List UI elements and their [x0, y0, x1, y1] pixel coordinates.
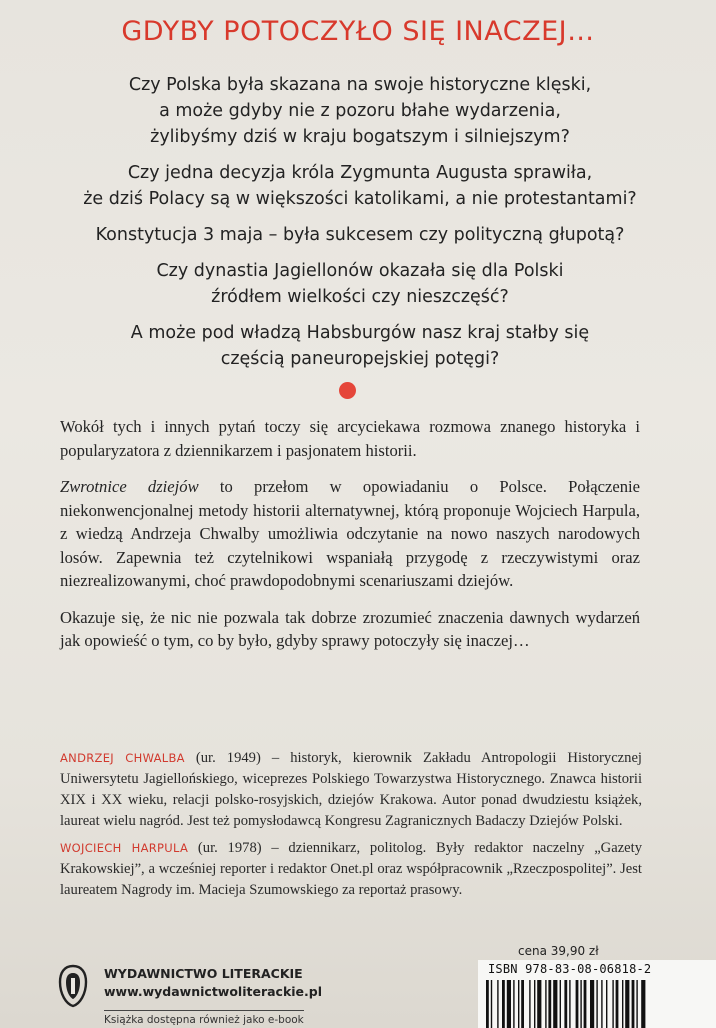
- question-line: Czy Polska była skazana na swoje historyczne klęski,: [128, 75, 592, 95]
- publisher-url: www.wydawnictwoliterackie.pl: [104, 984, 323, 999]
- question-5: [60, 320, 660, 372]
- question-1: [60, 72, 660, 150]
- question-line: Konstytucja 3 maja – była sukcesem czy polityczną głupotą?: [95, 225, 625, 245]
- question-line: źródłem wielkości czy nieszczęść?: [211, 287, 509, 307]
- book-title-italic: Zwrotnice dziejów: [60, 477, 199, 496]
- publisher-name: WYDAWNICTWO LITERACKIE: [104, 966, 303, 981]
- back-cover-title: GDYBY POTOCZYŁO SIĘ INACZEJ…: [121, 16, 595, 47]
- description-text: to przełom w opowiadaniu o Polsce. Połączenie niekonwencjonalnej metody historii alternatywnej, którą proponuje Wojciech Harpula, z wiedzą Andrzeja Chwalby umożliwia odczytanie na nowo naszych narodowych losów. Zapewnia też czytelnikowi wspaniałą przygodę z rzeczywistymi oraz niezrealizowanymi, choć prawdopodobnymi scenariuszami dziejów.: [60, 477, 640, 590]
- question-line: że dziś Polacy są w większości katolikami, a nie protestantami?: [83, 189, 637, 209]
- bio-harpula: [60, 838, 642, 901]
- description-paragraph-3: Okazuje się, że nic nie pozwala tak dobrze zrozumieć znaczenia dawnych wydarzeń jak opowieść o tym, co by było, gdyby sprawy potoczyły się inaczej…: [60, 607, 640, 650]
- question-line: a może gdyby nie z pozoru błahe wydarzenia,: [159, 101, 561, 121]
- publisher-block: [58, 960, 328, 1028]
- question-3: [60, 222, 660, 248]
- question-2: [60, 160, 660, 212]
- red-dot-ornament: [339, 382, 356, 399]
- barcode-area: [478, 960, 716, 1028]
- bio-chwalba: [60, 748, 642, 832]
- description-paragraph-2: [60, 475, 640, 593]
- bio-text: (ur. 1949) – historyk, kierownik Zakładu Antropologii Historycznej Uniwersytetu Jagiellońskiego, wiceprezes Polskiego Towarzystwa Historycznego. Znawca historii XIX i XX wieku, relacji polsko-rosyjskich, dziejów Krakowa. Autor ponad dwudziestu książek, laureat wielu nagród. Jest też pomysłodawcą Kongresu Zagranicznych Badaczy Dziejów Polski.: [60, 750, 642, 829]
- author-bios: [60, 748, 642, 907]
- question-line: Czy dynastia Jagiellonów okazała się dla Polski: [156, 261, 564, 281]
- price-label: cena 39,90 zł: [518, 944, 599, 958]
- question-line: A może pod władzą Habsburgów nasz kraj stałby się: [130, 323, 590, 343]
- publisher-logo-icon: [58, 964, 88, 1008]
- question-line: częścią paneuropejskiej potęgi?: [220, 349, 500, 369]
- barcode-icon: [484, 980, 710, 1028]
- question-line: Czy jedna decyzja króla Zygmunta Augusta sprawiła,: [127, 163, 593, 183]
- question-block: [60, 72, 660, 382]
- question-line: żylibyśmy dziś w kraju bogatszym i silniejszym?: [150, 127, 570, 147]
- bio-text: (ur. 1978) – dziennikarz, politolog. Były redaktor naczelny „Gazety Krakowskiej”, a wcześniej reporter i redaktor Onet.pl oraz współpracownik „Rzeczpospolitej”. Jest laureatem Nagrody im. Macieja Szumowskiego za reportaż prasowy.: [60, 840, 643, 898]
- author-name: ANDRZEJ CHWALBA: [60, 751, 185, 765]
- author-name: WOJCIECH HARPULA: [60, 841, 189, 855]
- description: [60, 415, 640, 666]
- isbn-label: ISBN 978-83-08-06818-2: [488, 962, 652, 976]
- question-4: [60, 258, 660, 310]
- ebook-note: Książka dostępna również jako e-book: [104, 1010, 304, 1026]
- description-paragraph-1: Wokół tych i innych pytań toczy się arcyciekawa rozmowa znanego historyka i popularyzatora z dziennikarzem i pasjonatem historii.: [60, 417, 640, 460]
